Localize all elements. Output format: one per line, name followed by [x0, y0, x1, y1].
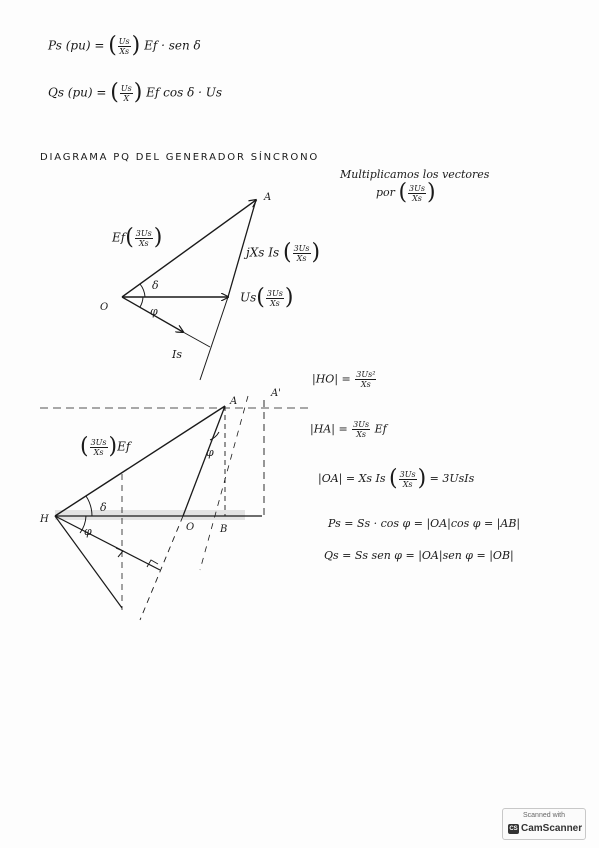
qs-formula: Qs (pu) = ( $\frac{Us}{X}$ ) Ef cos δ · Us	[48, 80, 223, 105]
phi-label-2: φ	[84, 525, 92, 538]
jxs-is-label: jXs Is ( $\frac{3Us}{Xs}$ )	[246, 240, 321, 265]
section-heading: DIAGRAMA PQ DEL GENERADOR SÍNCRONO	[40, 152, 320, 163]
ha-equation: |HA| = $\frac{3Us}{Xs}$ Ef	[310, 420, 387, 439]
point-o-label-2: O	[186, 522, 195, 533]
us-fraction: $\frac{3Us}{Xs}$	[266, 288, 283, 308]
phi-label-a: φ	[206, 446, 214, 459]
camscanner-icon: CS	[509, 826, 518, 832]
point-a-label-2: A	[230, 396, 238, 407]
ps-fraction: $\frac{Us}{Xs}$	[118, 36, 130, 56]
ef-vector-label: Ef( $\frac{3Us}{Xs}$ )	[112, 225, 163, 250]
delta-label: δ	[152, 279, 159, 292]
ho-equation: |HO| = $\frac{\text{3Us²}}{Xs}$	[312, 370, 376, 389]
oa-line	[183, 406, 225, 516]
qs-fraction: $\frac{Us}{X}$	[120, 83, 132, 103]
oa-fraction: $\frac{3Us}{Xs}$	[399, 469, 416, 489]
point-h-label: H	[40, 514, 49, 525]
point-a-label: A	[264, 192, 272, 203]
qs-equation: Qs = Ss sen φ = |OA|sen φ = |OB|	[324, 549, 514, 562]
note-fraction: $\frac{3Us}{Xs}$	[409, 183, 425, 203]
multiply-note: Multiplicamos los vectores por ( $\frac{3Us}{Xs}$ )	[340, 168, 490, 205]
h-lower-line-2	[55, 516, 160, 570]
delta-label-2: δ	[100, 501, 107, 514]
ef-label-2: ( $\frac{3Us}{Xs}$ )Ef	[80, 434, 131, 459]
ps-formula: Ps (pu) = ( $\frac{Us}{Xs}$ ) Ef · sen δ	[48, 33, 201, 58]
ef-fraction: $\frac{3Us}{Xs}$	[135, 228, 152, 248]
a-diagonal-dashed	[200, 396, 248, 570]
oa-equation: |OA| = Xs Is ( $\frac{3Us}{Xs}$ ) = 3UsIs	[318, 466, 475, 491]
ha-line	[55, 406, 225, 516]
us-vector-label: Us( $\frac{3Us}{Xs}$ )	[240, 285, 294, 310]
point-b-label: B	[220, 524, 228, 535]
is-label: Is	[172, 348, 182, 361]
ha-fraction: $\frac{3Us}{Xs}$	[353, 420, 370, 439]
point-a-prime-label: A'	[271, 388, 281, 399]
ef-fraction-2: $\frac{3Us}{Xs}$	[90, 437, 107, 457]
camscanner-watermark: Scanned with CS CamScanner	[502, 808, 586, 840]
jxs-fraction: $\frac{3Us}{Xs}$	[293, 243, 310, 263]
phi-label: φ	[150, 305, 158, 318]
oa-extension-line	[140, 516, 183, 620]
ho-fraction: $\frac{\text{3Us²}}{Xs}$	[356, 370, 376, 389]
p-axis-shading	[55, 510, 245, 520]
ps-equation: Ps = Ss · cos φ = |OA|cos φ = |AB|	[328, 517, 521, 530]
point-o-label: O	[100, 302, 109, 313]
